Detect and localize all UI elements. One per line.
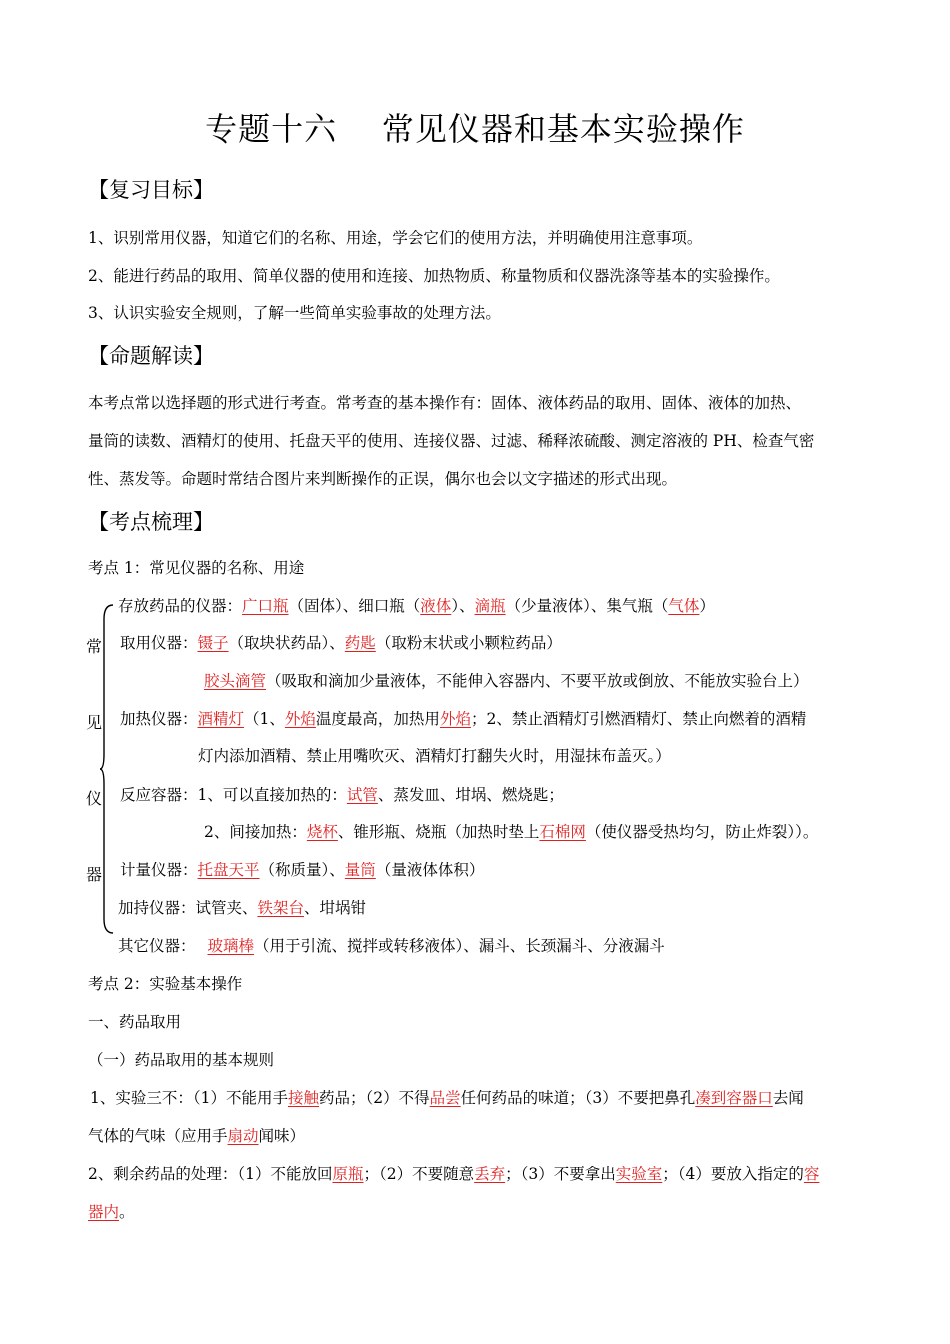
instrument-react-direct: 反应容器：1、可以直接加热的：试管、蒸发皿、坩埚、燃烧匙；	[120, 786, 564, 804]
key-term: 玻璃棒	[207, 937, 255, 955]
section-points-heading: 【考点梳理】	[88, 510, 214, 534]
analysis-line: 量筒的读数、酒精灯的使用、托盘天平的使用、连接仪器、过滤、稀释浓硫酸、测定溶液的 PH、检查气密	[88, 432, 815, 450]
key-term: 扇动	[227, 1127, 259, 1145]
instrument-take: 取用仪器：镊子（取块状药品）、药匙（取粉末状或小颗粒药品）	[120, 634, 562, 652]
rule1-line-cont: 气体的气味（应用手扇动闻味）	[88, 1127, 306, 1145]
instrument-react-indirect: 2、间接加热：烧杯、锥形瓶、烧瓶（加热时垫上石棉网（使仪器受热均匀，防止炸裂））。	[204, 823, 819, 841]
key-term: 器内	[88, 1203, 120, 1221]
key-term: 丢弃	[474, 1165, 506, 1183]
instrument-hold: 加持仪器：试管夹、铁架台、坩埚钳	[118, 899, 367, 917]
brace-icon	[100, 604, 114, 934]
key-term: 凑到容器口	[695, 1089, 773, 1107]
instrument-heat-cont: 灯内添加酒精、禁止用嘴吹灭、酒精灯打翻失火时，用湿抹布盖灭。）	[198, 747, 671, 765]
key-term: 品尝	[429, 1089, 461, 1107]
instrument-heat: 加热仪器：酒精灯（1、外焰温度最高，加热用外焰；2、禁止酒精灯引燃酒精灯、禁止向燃着的酒精	[120, 710, 807, 728]
goal-item: 3、认识实验安全规则，了解一些简单实验事故的处理方法。	[88, 304, 501, 322]
key-term: 滴瓶	[474, 597, 506, 615]
key-term: 酒精灯	[197, 710, 245, 728]
key-term: 气体	[668, 597, 700, 615]
kp1-title: 考点 1：常见仪器的名称、用途	[88, 559, 305, 577]
page-title: 专题十六 常见仪器和基本实验操作	[205, 110, 745, 148]
rule2-line: 2、剩余药品的处理：（1）不能放回原瓶；（2）不要随意丢弃；（3）不要拿出实验室；（4）要放入指定的容	[88, 1165, 820, 1183]
part1-subtitle: （一）药品取用的基本规则	[88, 1051, 275, 1069]
key-term: 接触	[287, 1089, 319, 1107]
section-analysis-heading: 【命题解读】	[88, 344, 214, 368]
key-term: 外焰	[284, 710, 316, 728]
kp2-title: 考点 2：实验基本操作	[88, 975, 243, 993]
key-term: 容	[803, 1165, 820, 1183]
key-term: 药匙	[344, 634, 376, 652]
key-term: 托盘天平	[197, 861, 260, 879]
key-term: 广口瓶	[242, 597, 289, 615]
instrument-dropper: 胶头滴管（吸取和滴加少量液体，不能伸入容器内、不要平放或倒放、不能放实验台上）	[204, 672, 809, 690]
analysis-line: 性、蒸发等。命题时常结合图片来判断操作的正误，偶尔也会以文字描述的形式出现。	[88, 470, 678, 488]
rule2-line-cont: 器内。	[88, 1203, 135, 1221]
vertical-label-char: 器	[86, 865, 103, 884]
key-term: 烧杯	[306, 823, 338, 841]
rule1-line: 1、实验三不：（1）不能用手接触药品；（2）不得品尝任何药品的味道；（3）不要把鼻孔凑到容器口去闻	[90, 1089, 804, 1107]
key-term: 铁架台	[257, 899, 305, 917]
part1-title: 一、药品取用	[88, 1013, 182, 1031]
key-term: 胶头滴管	[204, 672, 267, 690]
key-term: 液体	[420, 597, 452, 615]
instrument-measure: 计量仪器：托盘天平（称质量）、量筒（量液体体积）	[120, 861, 485, 879]
goal-item: 1、识别常用仪器，知道它们的名称、用途，学会它们的使用方法，并明确使用注意事项。	[88, 229, 703, 247]
key-term: 试管	[346, 786, 378, 804]
section-goals-heading: 【复习目标】	[88, 178, 214, 202]
vertical-label-char: 仪	[86, 789, 103, 808]
key-term: 原瓶	[332, 1165, 364, 1183]
key-term: 量筒	[344, 861, 376, 879]
key-term: 镊子	[197, 634, 229, 652]
analysis-line: 本考点常以选择题的形式进行考查。常考查的基本操作有：固体、液体药品的取用、固体、液体的加热、	[88, 394, 802, 412]
instrument-storage: 存放药品的仪器：广口瓶（固体）、细口瓶（液体）、滴瓶（少量液体）、集气瓶（气体）	[118, 597, 715, 615]
goal-item: 2、能进行药品的取用、简单仪器的使用和连接、加热物质、称量物质和仪器洗涤等基本的实验操作。	[88, 267, 780, 285]
vertical-label-char: 见	[86, 713, 103, 732]
key-term: 实验室	[615, 1165, 663, 1183]
instrument-other: 其它仪器： 玻璃棒（用于引流、搅拌或转移液体）、漏斗、长颈漏斗、分液漏斗	[118, 937, 665, 955]
key-term: 石棉网	[539, 823, 586, 841]
vertical-label-char: 常	[86, 637, 103, 656]
key-term: 外焰	[439, 710, 471, 728]
